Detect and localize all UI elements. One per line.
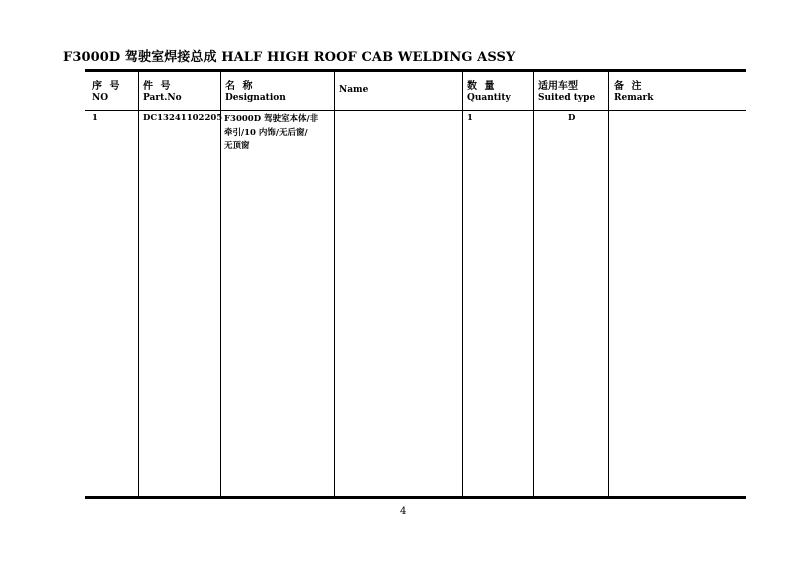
column-divider bbox=[608, 71, 609, 497]
column-divider bbox=[220, 71, 221, 497]
table-top-rule bbox=[85, 69, 746, 72]
header-quantity-en: Quantity bbox=[467, 93, 511, 103]
page-number: 4 bbox=[400, 506, 407, 517]
header-remark-en: Remark bbox=[614, 93, 654, 103]
column-divider bbox=[334, 71, 335, 497]
table-bottom-rule bbox=[85, 496, 746, 499]
header-name-en: Name bbox=[339, 85, 369, 95]
header-partno-en: Part.No bbox=[143, 93, 182, 103]
column-divider bbox=[533, 71, 534, 497]
row-designation bbox=[224, 113, 332, 154]
column-divider bbox=[462, 71, 463, 497]
header-designation-cn: 名 称 bbox=[225, 81, 255, 92]
header-suited-type-cn: 适用车型 bbox=[538, 81, 578, 92]
row-suited-type: D bbox=[568, 113, 576, 123]
header-no-cn: 序 号 bbox=[92, 81, 122, 92]
header-suited-type-en: Suited type bbox=[538, 93, 596, 103]
row-quantity: 1 bbox=[467, 113, 473, 123]
column-divider bbox=[138, 71, 139, 497]
designation-line: 牵引/10 内饰/无后窗/ bbox=[224, 127, 308, 138]
row-part-no: DC13241102205 bbox=[143, 113, 223, 123]
header-bottom-rule bbox=[85, 110, 746, 111]
header-remark-cn: 备 注 bbox=[614, 81, 644, 92]
designation-line: 无顶窗 bbox=[224, 141, 250, 151]
header-designation-en: Designation bbox=[225, 93, 286, 103]
row-no: 1 bbox=[92, 113, 98, 123]
document-title: F3000D 驾驶室焊接总成 HALF HIGH ROOF CAB WELDING ASSY bbox=[63, 50, 516, 65]
header-no-en: NO bbox=[92, 93, 109, 103]
designation-line: F3000D 驾驶室本体/非 bbox=[224, 114, 319, 124]
header-quantity-cn: 数 量 bbox=[467, 81, 497, 92]
header-partno-cn: 件 号 bbox=[143, 81, 173, 92]
